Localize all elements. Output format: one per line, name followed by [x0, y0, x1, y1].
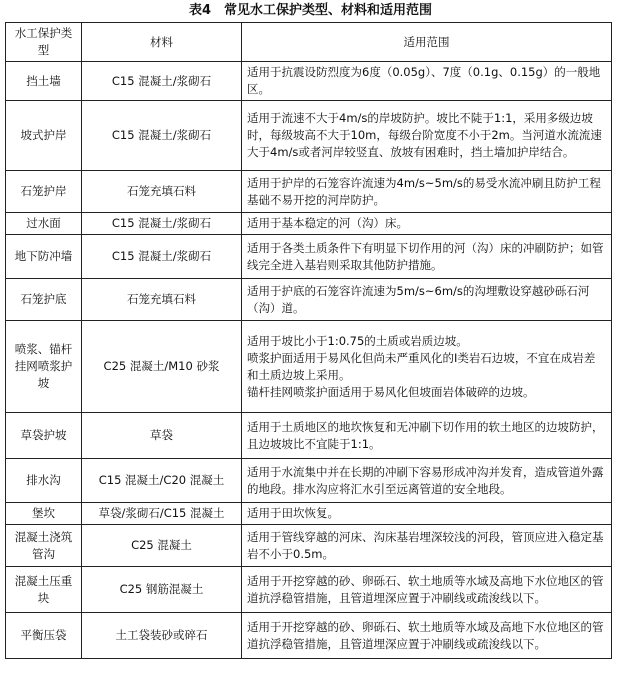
cell-material: C25 混凝土 [82, 525, 242, 567]
cell-type: 地下防冲墙 [6, 235, 82, 279]
cell-material: C15 混凝土/浆砌石 [82, 235, 242, 279]
cell-material: 草袋 [82, 413, 242, 459]
cell-type: 坡式护岸 [6, 101, 82, 171]
table-row [6, 171, 612, 213]
cell-scope: 适用于基本稳定的河（沟）床。 [242, 213, 612, 235]
cell-type: 混凝土压重块 [6, 567, 82, 613]
cell-scope: 适用于各类土质条件下有明显下切作用的河（沟）床的冲刷防护；如管线完全进入基岩则采取其他防护措施。 [242, 235, 612, 279]
table-title: 表4 常见水工保护类型、材料和适用范围 [188, 3, 433, 18]
cell-material: C15 混凝土/浆砌石 [82, 213, 242, 235]
table-row [6, 321, 612, 413]
cell-scope: 适用于护底的石笼容许流速为5m/s~6m/s的沟埋敷设穿越砂砾石河（沟）道。 [242, 279, 612, 321]
cell-type: 混凝土浇筑管沟 [6, 525, 82, 567]
cell-scope: 适用于流速不大于4m/s的岸坡防护。坡比不陡于1:1，采用多级边坡时，每级坡高不大于10m，每级台阶宽度不小于2m。当河道水流流速大于4m/s或者河岸较竖直、放坡有困难时，挡土墙加护岸结合。 [242, 101, 612, 171]
cell-material: C25 混凝土/M10 砂浆 [82, 321, 242, 413]
table-row [6, 503, 612, 525]
cell-scope: 适用于土质地区的地坎恢复和无冲刷下切作用的软土地区的边坡防护，且边坡坡比不宜陡于1:1。 [242, 413, 612, 459]
table-row [6, 459, 612, 503]
header-type: 水工保护类型 [6, 23, 82, 62]
table-row [6, 279, 612, 321]
cell-scope: 适用于水流集中并在长期的冲刷下容易形成冲沟并发育，造成管道外露的地段。排水沟应将汇水引至远离管道的安全地段。 [242, 459, 612, 503]
cell-type: 草袋护坡 [6, 413, 82, 459]
cell-scope [242, 321, 612, 413]
cell-material: 土工袋装砂或碎石 [82, 613, 242, 659]
protection-types-table [5, 22, 612, 659]
cell-scope: 适用于管线穿越的河床、沟床基岩埋深较浅的河段，管顶应进入稳定基岩不小于0.5m。 [242, 525, 612, 567]
cell-material: C25 钢筋混凝土 [82, 567, 242, 613]
scope-line: 锚杆挂网喷浆护面适用于易风化但坡面岩体破碎的边坡。 [247, 384, 535, 399]
cell-scope: 适用于抗震设防烈度为6度（0.05g）、7度（0.1g、0.15g）的一般地区。 [242, 62, 612, 101]
table-row [6, 62, 612, 101]
cell-scope: 适用于开挖穿越的砂、卵砾石、软土地质等水域及高地下水位地区的管道抗浮稳管措施，且管道埋深应置于冲刷线或疏浚线以下。 [242, 613, 612, 659]
table-row [6, 235, 612, 279]
cell-type: 喷浆、锚杆挂网喷浆护坡 [6, 321, 82, 413]
cell-material: 石笼充填石料 [82, 171, 242, 213]
cell-scope: 适用于开挖穿越的砂、卵砾石、软土地质等水域及高地下水位地区的管道抗浮稳管措施，且管道埋深应置于冲刷线或疏浚线以下。 [242, 567, 612, 613]
cell-material: C15 混凝土/C20 混凝土 [82, 459, 242, 503]
table-row [6, 413, 612, 459]
cell-material: 草袋/浆砌石/C15 混凝土 [82, 503, 242, 525]
table-row [6, 213, 612, 235]
header-scope: 适用范围 [242, 23, 612, 62]
header-material: 材料 [82, 23, 242, 62]
cell-type: 排水沟 [6, 459, 82, 503]
cell-material: C15 混凝土/浆砌石 [82, 62, 242, 101]
cell-type: 挡土墙 [6, 62, 82, 101]
cell-scope: 适用于护岸的石笼容许流速为4m/s~5m/s的易受水流冲刷且防护工程基础不易开挖的河岸防护。 [242, 171, 612, 213]
table-row [6, 567, 612, 613]
cell-type: 石笼护岸 [6, 171, 82, 213]
table-row [6, 613, 612, 659]
table-header-row [6, 23, 612, 62]
table-row [6, 525, 612, 567]
table-row [6, 101, 612, 171]
cell-scope: 适用于田坎恢复。 [242, 503, 612, 525]
cell-material: 石笼充填石料 [82, 279, 242, 321]
cell-type: 过水面 [6, 213, 82, 235]
cell-type: 堡坎 [6, 503, 82, 525]
scope-line: 喷浆护面适用于易风化但尚未严重风化的Ⅰ类岩石边坡，不宜在成岩差和土质边坡上采用。 [247, 350, 596, 382]
cell-type: 平衡压袋 [6, 613, 82, 659]
scope-line: 适用于坡比小于1:0.75的土质或岩质边坡。 [247, 333, 468, 348]
cell-material: C15 混凝土/浆砌石 [82, 101, 242, 171]
cell-type: 石笼护底 [6, 279, 82, 321]
